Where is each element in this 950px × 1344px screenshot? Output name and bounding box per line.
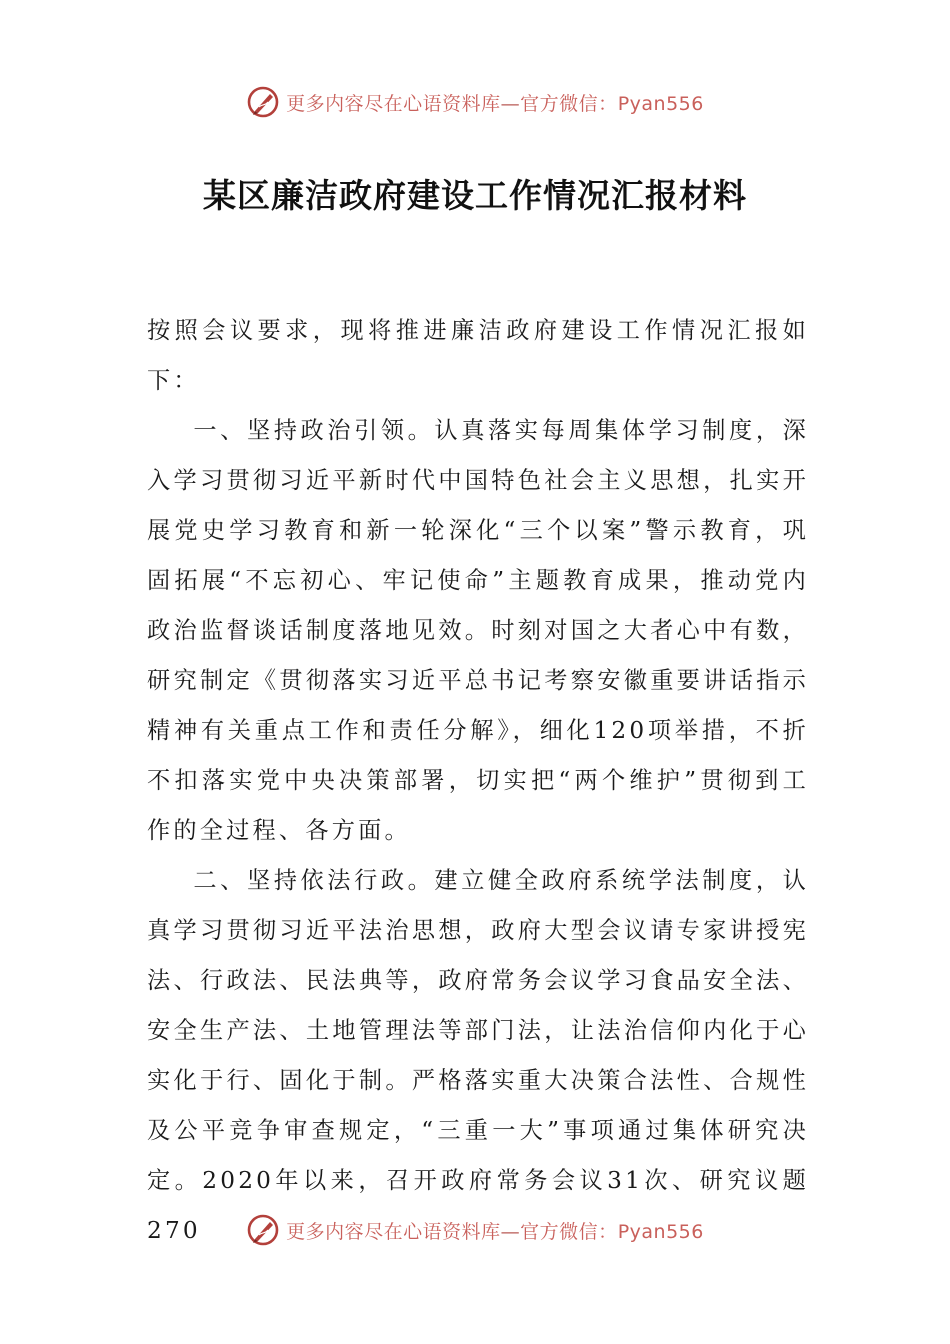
pen-logo-icon (246, 1213, 280, 1247)
watermark-separator: — (500, 1220, 521, 1243)
watermark-footer (0, 1212, 950, 1248)
watermark-account: Pyan556 (617, 92, 704, 115)
document-title: 某区廉洁政府建设工作情况汇报材料 (203, 176, 747, 215)
watermark-separator: — (500, 92, 521, 115)
watermark-label: 官方微信： (520, 1220, 618, 1243)
body-paragraph: 一、坚持政治引领。认真落实每周集体学习制度，深入学习贯彻习近平新时代中国特色社会主义思想，扎实开展党史学习教育和新一轮深化“三个以案”警示教育，巩固拓展“不忘初心、牢记使命”主题教育成果，推动党内政治监督谈话制度落地见效。时刻对国之大者心中有数，研究制定《贯彻落实习近平总书记考察安徽重要讲话指示精神有关重点工作和责任分解》，细化120项举措，不折不扣落实党中央决策部署，切实把“两个维护”贯彻到工作的全过程、各方面。 (147, 417, 809, 844)
pen-logo-icon (246, 85, 280, 119)
watermark-label: 官方微信： (520, 92, 618, 115)
watermark-text (286, 1217, 704, 1244)
document-body (147, 306, 809, 1256)
watermark-account: Pyan556 (617, 1220, 704, 1243)
watermark-text (286, 89, 704, 116)
body-paragraph: 二、坚持依法行政。建立健全政府系统学法制度，认真学习贯彻习近平法治思想，政府大型会议请专家讲授宪法、行政法、民法典等，政府常务会议学习食品安全法、安全生产法、土地管理法等部门法，让法治信仰内化于心实化于行、固化于制。严格落实重大决策合法性、合规性及公平竞争审查规定，“三重一大”事项通过集体研究决定。2020年以来，召开政府常务会议31次、研究议题270 (147, 867, 809, 1244)
watermark-header (0, 84, 950, 120)
watermark-brand: 更多内容尽在心语资料库 (286, 1220, 501, 1243)
intro-paragraph: 按照会议要求，现将推进廉洁政府建设工作情况汇报如下： (147, 317, 809, 394)
watermark-brand: 更多内容尽在心语资料库 (286, 92, 501, 115)
